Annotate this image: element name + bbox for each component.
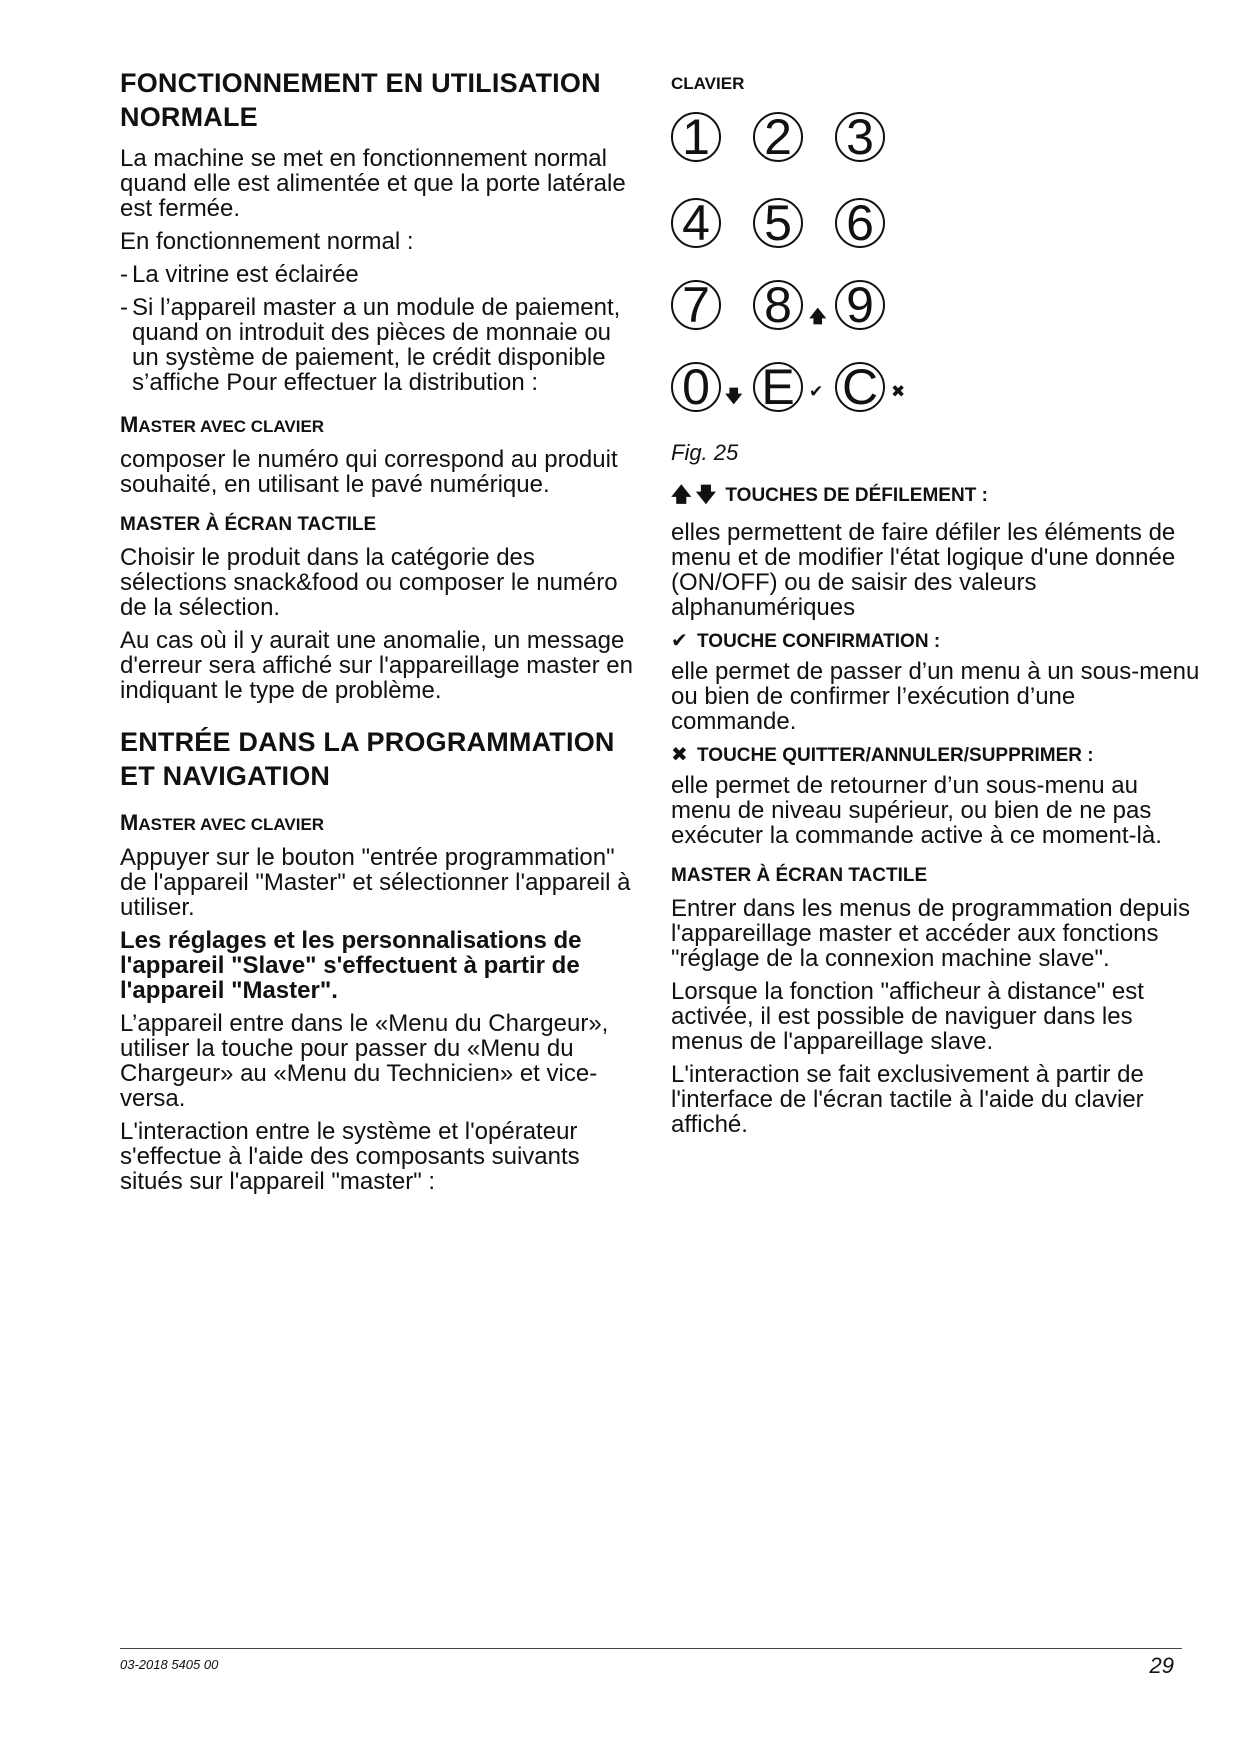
key-7: 7 — [671, 280, 721, 330]
section-title-normal-use: FONCTIONNEMENT EN UTILISATION NORMALE — [120, 68, 601, 132]
key-e: E — [753, 362, 803, 412]
key-6: 6 — [835, 198, 885, 248]
paragraph: elles permettent de faire défiler les éléments de menu et de modifier l'état logique d'une donnée (ON/OFF) ou de saisir des valeurs alphanumériques — [671, 519, 1176, 621]
close-icon: ✖ — [671, 744, 688, 766]
left-column — [120, 66, 640, 1202]
paragraph: En fonctionnement normal : — [120, 228, 414, 255]
paragraph: Au cas où il y aurait une anomalie, un message d'erreur sera affiché sur l'appareillage master en indiquant le type de problème. — [120, 627, 633, 704]
document-reference: 03-2018 5405 00 — [120, 1657, 219, 1672]
scroll-keys-heading: 🡅 🡇 TOUCHES DE DÉFILEMENT : — [671, 484, 988, 506]
page-footer — [120, 1648, 1182, 1689]
paragraph: L'interaction se fait exclusivement à partir de l'interface de l'écran tactile à l'aide du clavier affiché. — [671, 1061, 1144, 1138]
paragraph: Choisir le produit dans la catégorie des sélections snack&food ou composer le numéro de la sélection. — [120, 544, 618, 621]
paragraph: composer le numéro qui correspond au produit souhaité, en utilisant le pavé numérique. — [120, 446, 618, 498]
arrow-down-icon: 🡇 — [725, 387, 743, 406]
dash-list — [120, 262, 640, 395]
quit-key-heading: ✖ TOUCHE QUITTER/ANNULER/SUPPRIMER : — [671, 744, 1094, 766]
confirm-icon: ✔ — [809, 382, 824, 401]
paragraph: La machine se met en fonctionnement normal quand elle est alimentée et que la porte latérale est fermée. — [120, 145, 626, 222]
paragraph: elle permet de retourner d’un sous-menu au menu de niveau supérieur, ou bien de ne pas exécuter la commande active à ce moment-là. — [671, 772, 1162, 849]
paragraph: L'interaction entre le système et l'opérateur s'effectue à l'aide des composants suivants situés sur l'appareil "master" : — [120, 1118, 580, 1195]
figure-caption: Fig. 25 — [671, 440, 739, 465]
arrow-up-icon: 🡅 — [671, 484, 692, 506]
page-number: 29 — [1149, 1653, 1174, 1678]
check-icon: ✔ — [671, 630, 688, 652]
list-item: - La vitrine est éclairée — [120, 262, 640, 287]
cancel-icon: ✖ — [891, 382, 906, 401]
key-2: 2 — [753, 112, 803, 162]
key-3: 3 — [835, 112, 885, 162]
arrow-down-icon: 🡇 — [695, 484, 717, 506]
subsection-title-master-keypad: MASTER AVEC CLAVIER — [120, 412, 325, 437]
subsection-title-master-touchscreen-2: MASTER À ÉCRAN TACTILE — [671, 865, 928, 886]
key-c: C — [835, 362, 885, 412]
keypad-label: CLAVIER — [671, 74, 745, 93]
paragraph: L’appareil entre dans le «Menu du Chargeur», utiliser la touche pour passer du «Menu du Chargeur» au «Menu du Technicien» et vice-versa. — [120, 1010, 609, 1112]
subsection-title-master-keypad-2: MASTER AVEC CLAVIER — [120, 810, 325, 835]
paragraph: Entrer dans les menus de programmation depuis l'appareillage master et accéder aux fonctions "réglage de la connexion machine slave". — [671, 895, 1190, 972]
keypad-figure — [671, 109, 961, 432]
paragraph: Appuyer sur le bouton "entrée programmation" de l'appareil "Master" et sélectionner l'appareil à utiliser. — [120, 844, 631, 921]
key-8: 8 — [753, 280, 803, 330]
key-4: 4 — [671, 198, 721, 248]
key-9: 9 — [835, 280, 885, 330]
subsection-title-master-touchscreen: MASTER À ÉCRAN TACTILE — [120, 514, 377, 535]
paragraph: Lorsque la fonction "afficheur à distance" est activée, il est possible de naviguer dans les menus de l'appareillage slave. — [671, 978, 1144, 1055]
paragraph: elle permet de passer d’un menu à un sous-menu ou bien de confirmer l’exécution d’une commande. — [671, 658, 1200, 735]
confirm-key-heading: ✔ TOUCHE CONFIRMATION : — [671, 630, 941, 652]
note-bold: Les réglages et les personnalisations de l'appareil "Slave" s'effectuent à partir de l'appareil "Master". — [120, 927, 582, 1004]
key-5: 5 — [753, 198, 803, 248]
right-column — [671, 66, 1201, 1145]
arrow-up-icon: 🡅 — [809, 307, 827, 326]
list-item: - Si l’appareil master a un module de paiement, quand on introduit des pièces de monnaie ou un système de paiement, le crédit disponible s’affiche Pour effectuer la distribution : — [120, 295, 640, 395]
key-1: 1 — [671, 112, 721, 162]
section-title-programming: ENTRÉE DANS LA PROGRAMMATION ET NAVIGATION — [120, 727, 615, 791]
key-0: 0 — [671, 362, 721, 412]
